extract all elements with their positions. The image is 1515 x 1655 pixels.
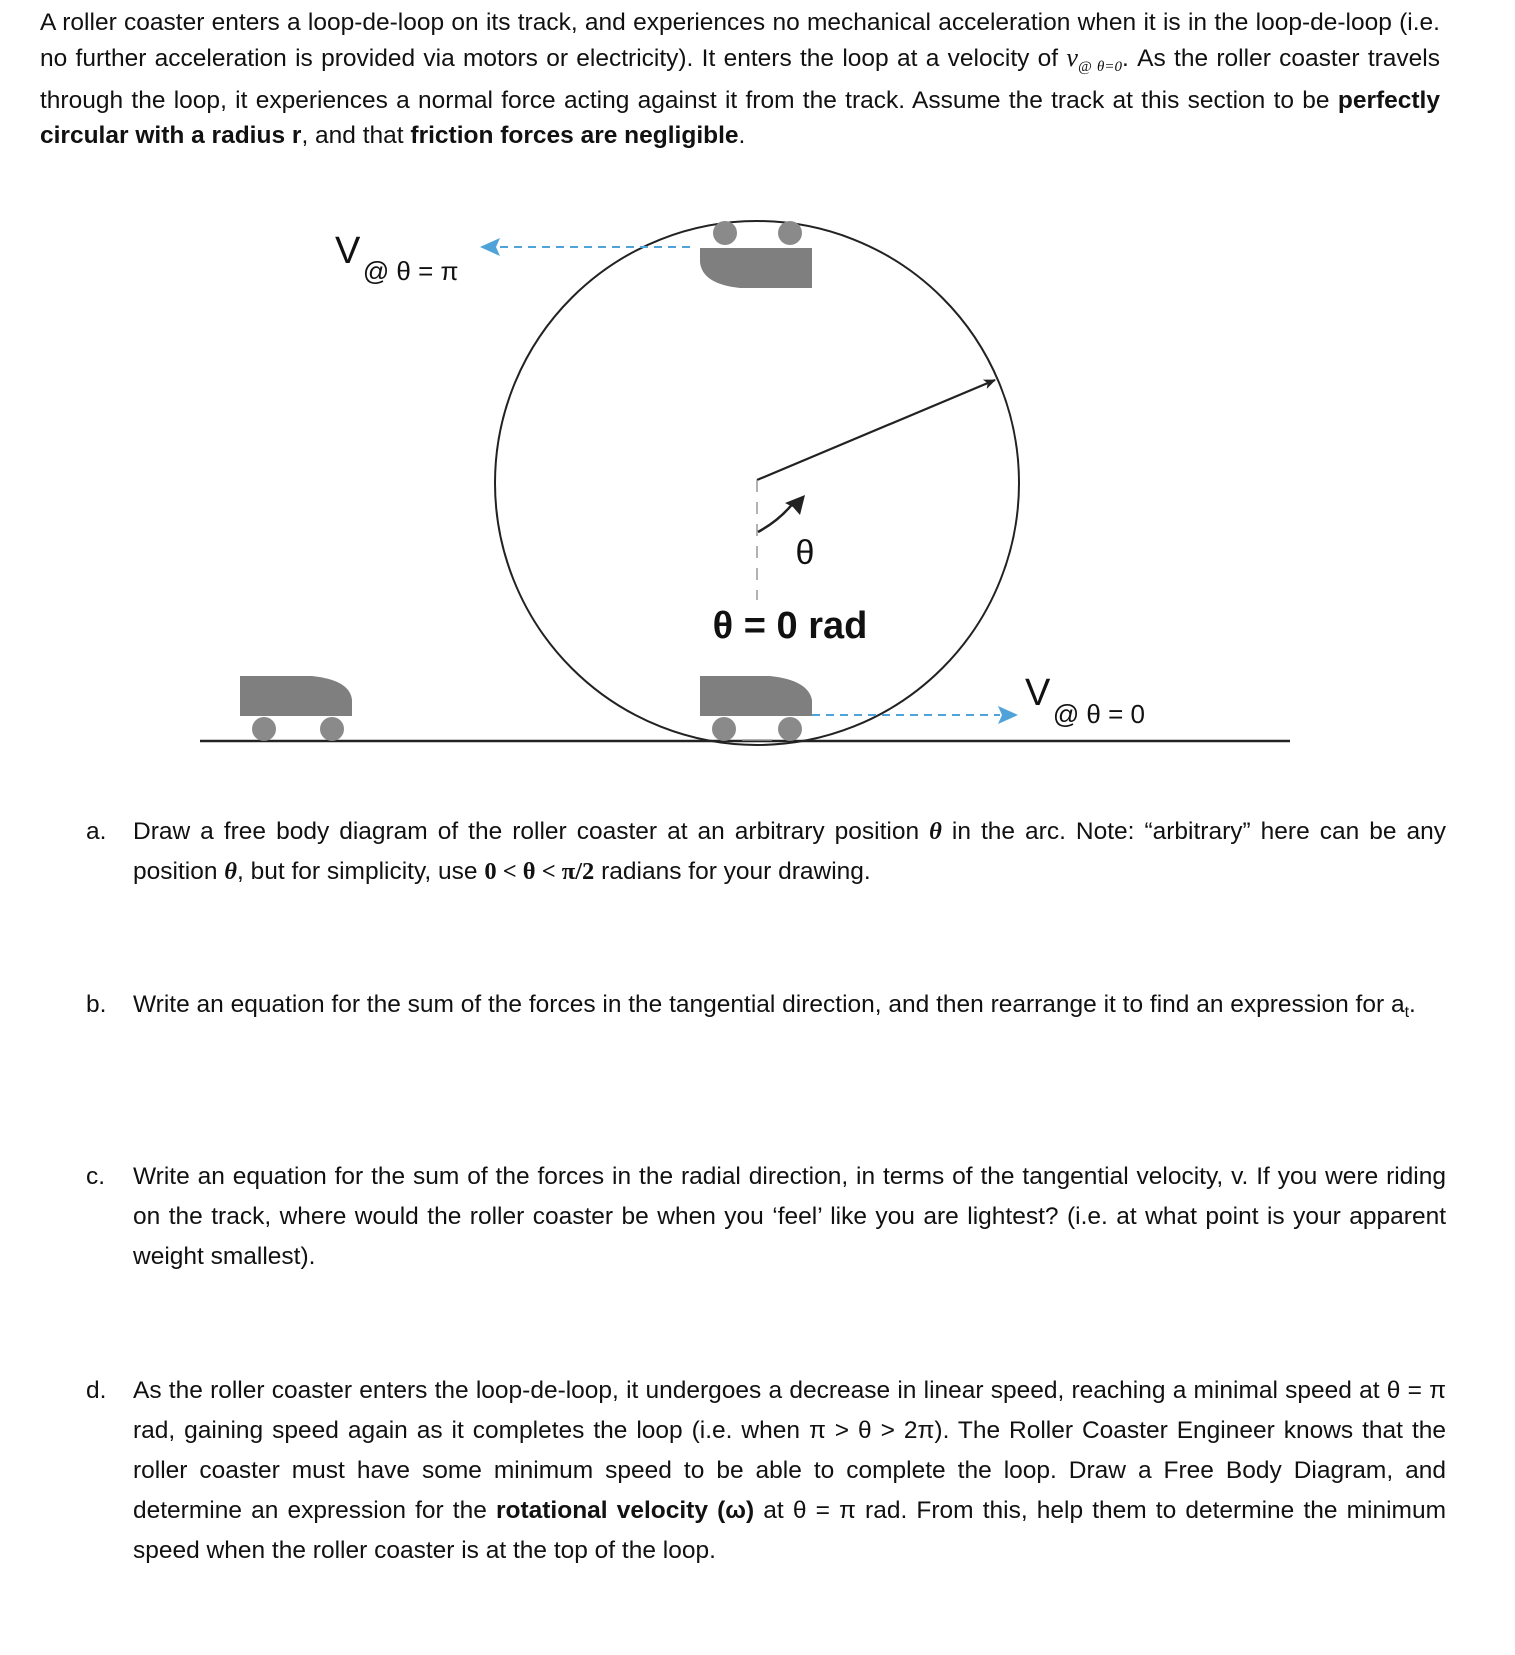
theta-label: θ: [795, 534, 815, 572]
intro-bold-friction: friction forces are negligible: [410, 121, 739, 149]
question-c: [86, 1157, 1446, 1277]
question-d: [86, 1371, 1446, 1571]
cart-top: [700, 221, 812, 288]
question-d-text-2: at θ = π rad. From this, help them to determine the minimum speed when the roller coaster is at the top of the loop.: [133, 1497, 1446, 1564]
cart-ground-left: [240, 676, 352, 741]
question-a-text: [133, 812, 1446, 892]
question-b-subscript: t: [1404, 1004, 1410, 1021]
velocity-top-arrowhead: [480, 238, 500, 256]
velocity-subscript: @ θ=0: [1077, 58, 1123, 75]
intro-text-4: .: [738, 121, 746, 149]
loop-diagram: [0, 190, 1515, 770]
cart-bottom: [700, 676, 812, 741]
question-a-text-2: in the arc. Note: “arbitrary” here can be any position: [133, 818, 1446, 885]
velocity-bottom-arrowhead: [998, 706, 1018, 724]
question-a-text-4: radians for your drawing.: [594, 858, 871, 885]
cart-bottom-wheel-left: [712, 717, 736, 741]
question-c-text: Write an equation for the sum of the forces in the radial direction, in terms of the tangential velocity, v. If you were riding on the track, where would the roller coaster be when you ‘feel’ like you are lightest? (i.e. at what point is your apparent weight smallest).: [133, 1163, 1446, 1270]
cart-top-wheel-right: [778, 221, 802, 245]
question-b-text: [133, 985, 1446, 1033]
intro-text-2: . As the roller coaster travels through the loop, it experiences a normal force acting against it from the track. Assume the track at this section to be: [40, 44, 1440, 114]
question-d-label: d.: [86, 1377, 107, 1404]
question-a: [86, 812, 1446, 892]
cart-left-wheel-right: [320, 717, 344, 741]
cart-bottom-body: [700, 676, 812, 716]
question-a-text-3: , but for simplicity, use: [236, 858, 485, 885]
question-a-text-1: Draw a free body diagram of the roller coaster at an arbitrary position: [133, 818, 930, 845]
intro-text-3: , and that: [301, 121, 411, 149]
question-a-theta-2: θ: [224, 858, 237, 885]
velocity-top-label: [335, 230, 458, 286]
question-b-text-2: .: [1409, 991, 1416, 1018]
question-a-range: 0 < θ < π/2: [484, 858, 595, 885]
question-c-label: c.: [86, 1163, 106, 1190]
velocity-bottom-symbol: V: [1025, 672, 1051, 714]
question-a-theta-1: θ: [929, 818, 942, 845]
cart-top-body: [700, 248, 812, 288]
question-b: [86, 985, 1446, 1033]
theta-zero-label: θ = 0 rad: [712, 605, 868, 647]
problem-intro: [40, 6, 1440, 153]
intro-text-1: A roller coaster enters a loop-de-loop on its track, and experiences no mechanical acceleration when it is in the loop-de-loop (i.e. no further acceleration is provided via motors or electricity). It enters the loop at a velocity of: [40, 9, 1440, 72]
velocity-bottom-label: [1025, 672, 1145, 729]
question-d-text-1: As the roller coaster enters the loop-de-loop, it undergoes a decrease in linear speed, reaching a minimal speed at θ = π rad, gaining speed again as it completes the loop (i.e. when π > θ > 2π). The Roller Coaster Engineer knows that the roller coaster must have some minimum speed to be able to complete the loop. Draw a Free Body Diagram, and determine an expression for the: [133, 1377, 1446, 1524]
theta-arc-arrowhead: [785, 495, 805, 515]
theta-arc-arrow: [758, 502, 794, 532]
velocity-bottom-subscript: @ θ = 0: [1052, 699, 1145, 729]
velocity-top-subscript: @ θ = π: [362, 256, 459, 286]
question-d-bold-omega: rotational velocity (ω): [495, 1497, 755, 1524]
radius-arrow: [757, 380, 995, 480]
cart-top-wheel-left: [713, 221, 737, 245]
question-a-label: a.: [86, 818, 107, 845]
question-b-text-1: Write an equation for the sum of the forces in the tangential direction, and then rearrange it to find an expression for a: [133, 991, 1405, 1018]
intro-bold-radius: perfectly circular with a radius r: [40, 87, 1440, 149]
question-d-text: [133, 1371, 1446, 1571]
question-b-label: b.: [86, 991, 107, 1018]
cart-left-body: [240, 676, 352, 716]
velocity-top-symbol: V: [335, 230, 361, 272]
cart-bottom-wheel-right: [778, 717, 802, 741]
velocity-symbol: v: [1066, 42, 1078, 72]
cart-left-wheel-left: [252, 717, 276, 741]
